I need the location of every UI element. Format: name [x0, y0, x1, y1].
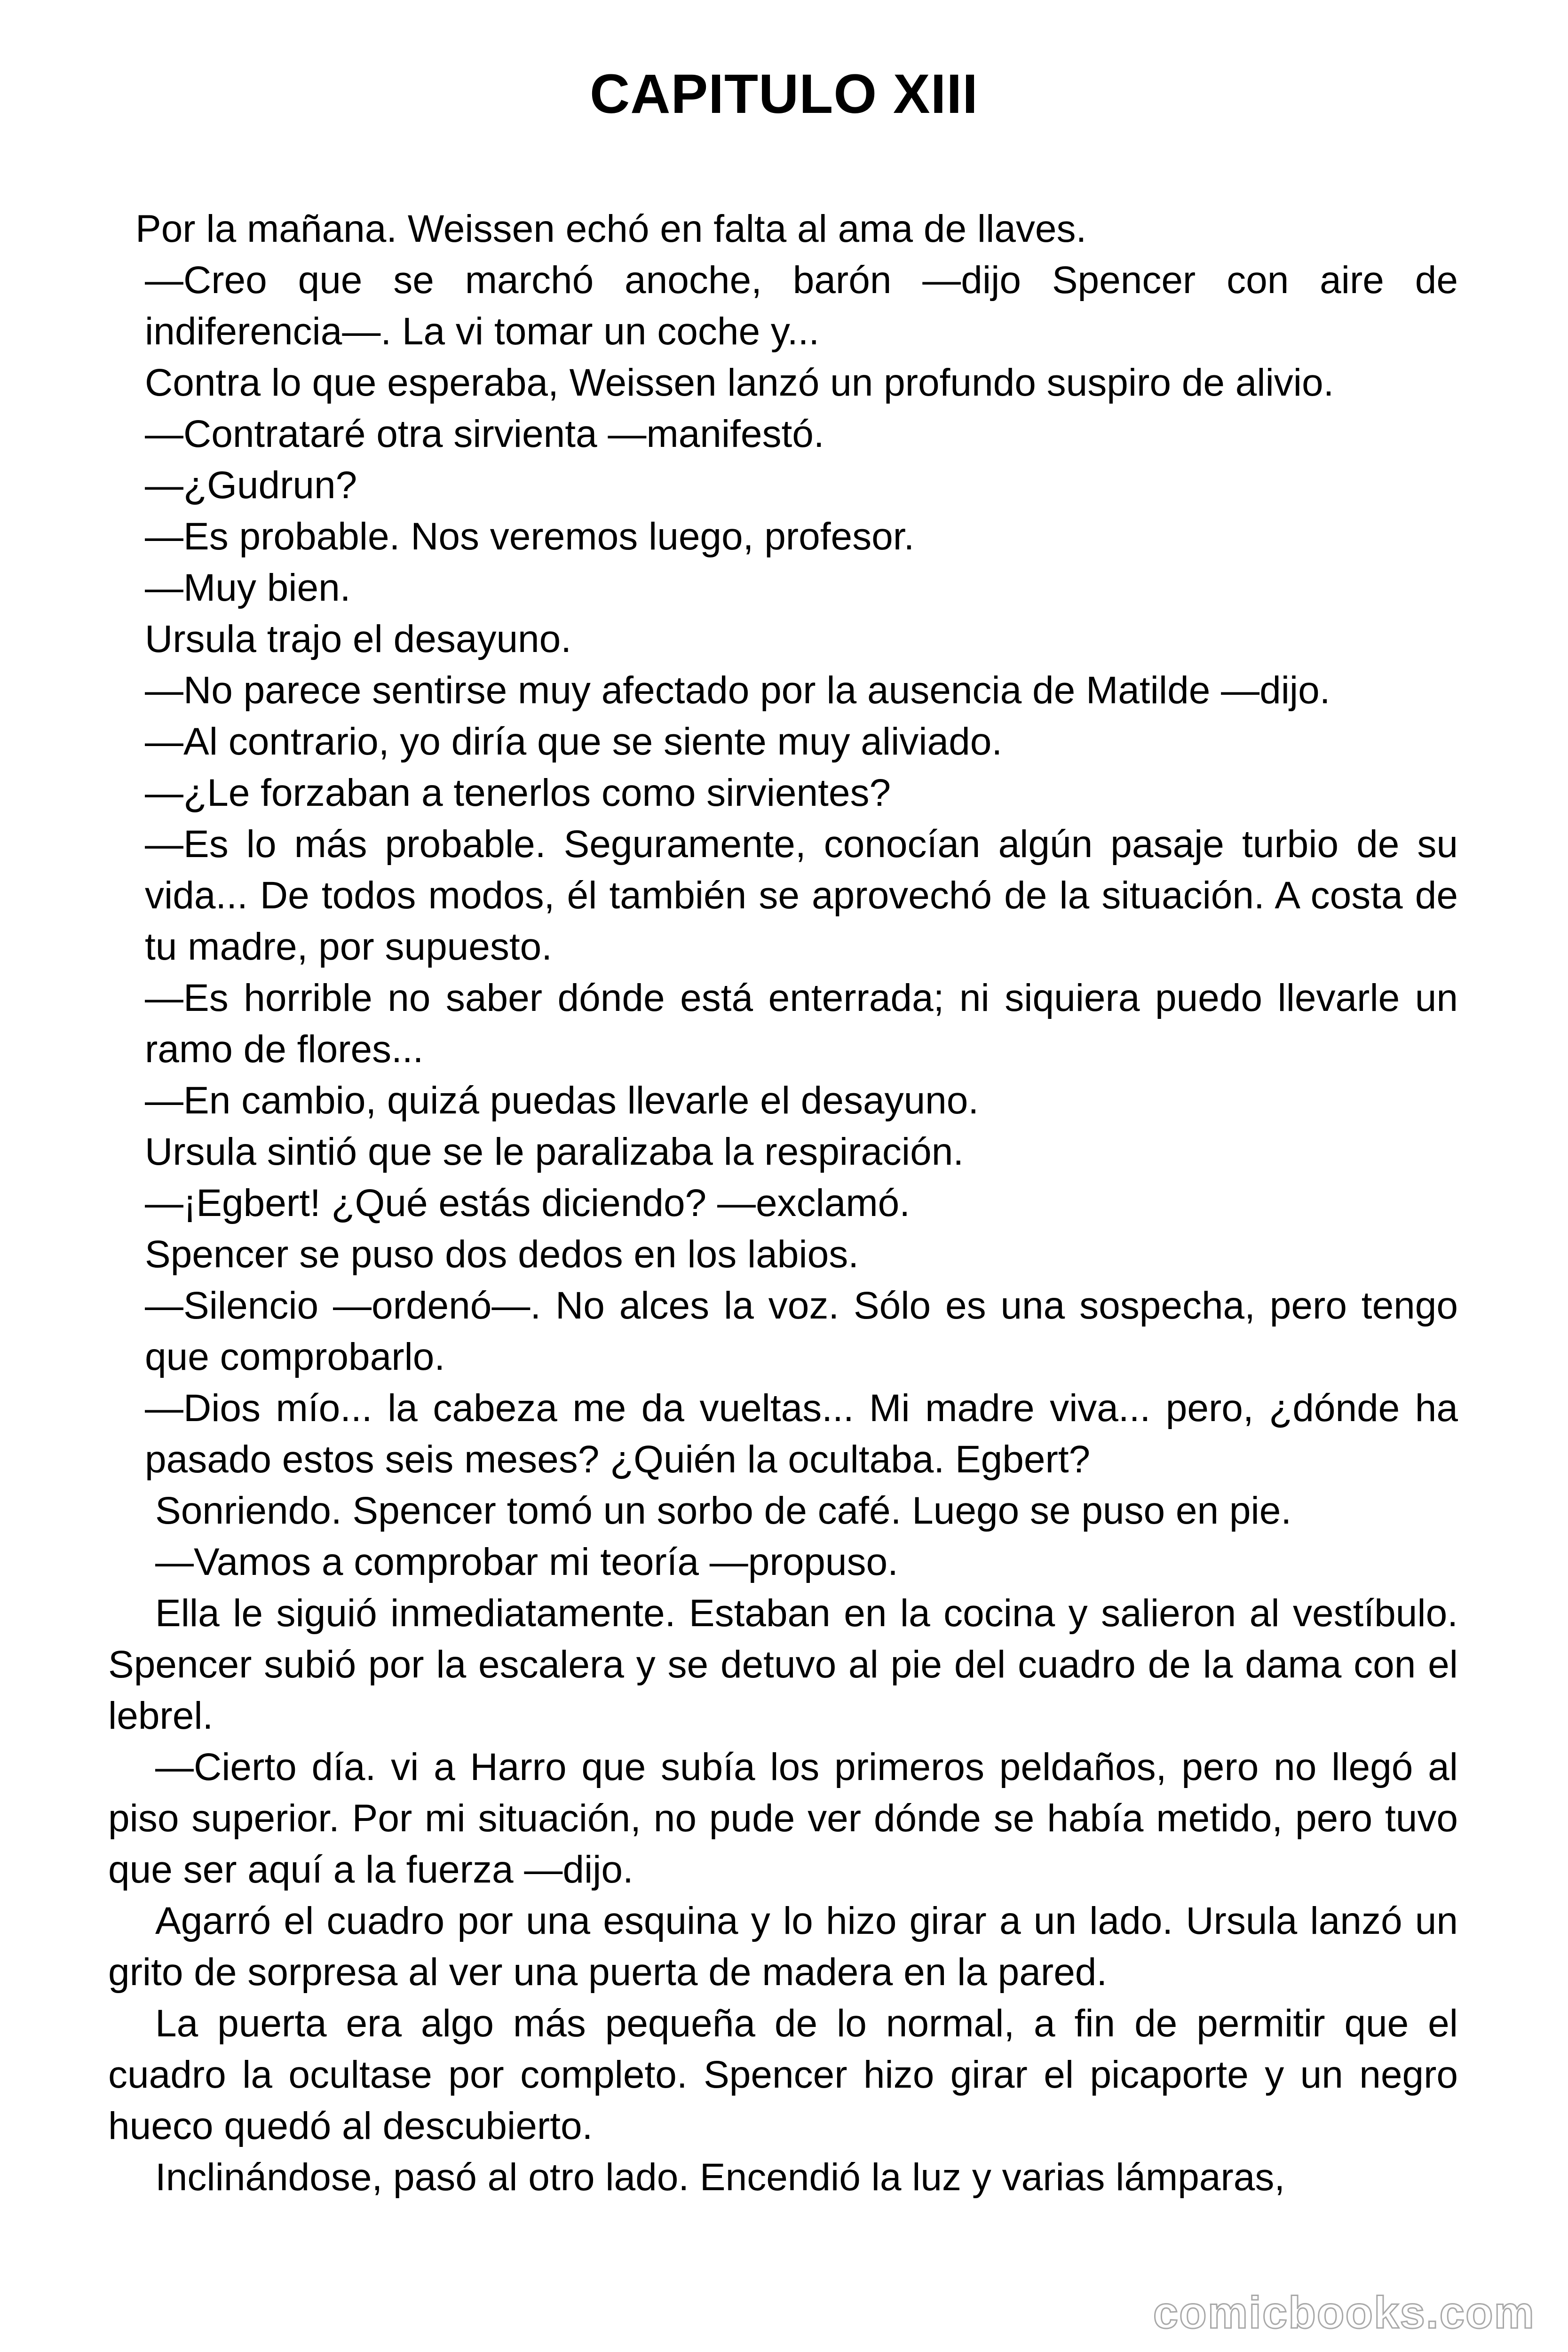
paragraph: —Es probable. Nos veremos luego, profesor.	[145, 515, 915, 558]
paragraph: —En cambio, quizá puedas llevarle el desayuno.	[145, 1079, 979, 1122]
paragraph: Inclinándose, pasó al otro lado. Encendió la luz y varias lámparas,	[155, 2156, 1285, 2199]
paragraph: Agarró el cuadro por una esquina y lo hizo girar a un lado. Ursula lanzó un grito de sorpresa al ver una puerta de madera en la pared.	[108, 1899, 1458, 1994]
paragraph: —Creo que se marchó anoche, barón —dijo Spencer con aire de indiferencia—. La vi tomar un coche y...	[145, 259, 1458, 353]
paragraph: —Dios mío... la cabeza me da vueltas... Mi madre viva... pero, ¿dónde ha pasado estos seis meses? ¿Quién la ocultaba. Egbert?	[145, 1387, 1458, 1481]
paragraph: —Silencio —ordenó—. No alces la voz. Sólo es una sospecha, pero tengo que comprobarlo.	[145, 1284, 1458, 1378]
paragraph: —¡Egbert! ¿Qué estás diciendo? —exclamó.	[145, 1182, 911, 1224]
paragraph: Ursula trajo el desayuno.	[145, 618, 572, 660]
paragraph: —Vamos a comprobar mi teoría —propuso.	[155, 1541, 898, 1583]
paragraph: Contra lo que esperaba, Weissen lanzó un profundo suspiro de alivio.	[145, 361, 1334, 404]
paragraph: —Muy bien.	[145, 566, 351, 609]
paragraph: La puerta era algo más pequeña de lo normal, a fin de permitir que el cuadro la ocultase por completo. Spencer hizo girar el picaporte y un negro hueco quedó al descubierto.	[108, 2002, 1458, 2147]
paragraph: Ursula sintió que se le paralizaba la respiración.	[145, 1130, 964, 1173]
paragraph: —No parece sentirse muy afectado por la ausencia de Matilde —dijo.	[145, 669, 1330, 712]
paragraph: —Al contrario, yo diría que se siente muy aliviado.	[145, 720, 1003, 763]
site-watermark: comicbooks.com	[1153, 2288, 1535, 2338]
paragraph: —Contrataré otra sirvienta —manifestó.	[145, 413, 824, 455]
paragraph: Spencer se puso dos dedos en los labios.	[145, 1233, 859, 1276]
paragraph: Ella le siguió inmediatamente. Estaban en la cocina y salieron al vestíbulo. Spencer subió por la escalera y se detuvo al pie del cuadro de la dama con el lebrel.	[108, 1592, 1458, 1737]
paragraph: —Es lo más probable. Seguramente, conocían algún pasaje turbio de su vida... De todos modos, él también se aprovechó de la situación. A costa de tu madre, por supuesto.	[145, 823, 1458, 968]
paragraph: —Cierto día. vi a Harro que subía los primeros peldaños, pero no llegó al piso superior. Por mi situación, no pude ver dónde se había metido, pero tuvo que ser aquí a la fuerza —dijo.	[108, 1746, 1458, 1891]
chapter-title: CAPITULO XIII	[590, 63, 978, 125]
paragraph: —¿Le forzaban a tenerlos como sirvientes?	[145, 771, 891, 814]
paragraph: —Es horrible no saber dónde está enterrada; ni siquiera puedo llevarle un ramo de flores...	[145, 977, 1458, 1071]
chapter-body	[108, 203, 1458, 2203]
paragraph: Sonriendo. Spencer tomó un sorbo de café. Luego se puso en pie.	[155, 1489, 1292, 1532]
paragraph: Por la mañana. Weissen echó en falta al ama de llaves.	[135, 207, 1087, 250]
paragraph: —¿Gudrun?	[145, 464, 357, 507]
